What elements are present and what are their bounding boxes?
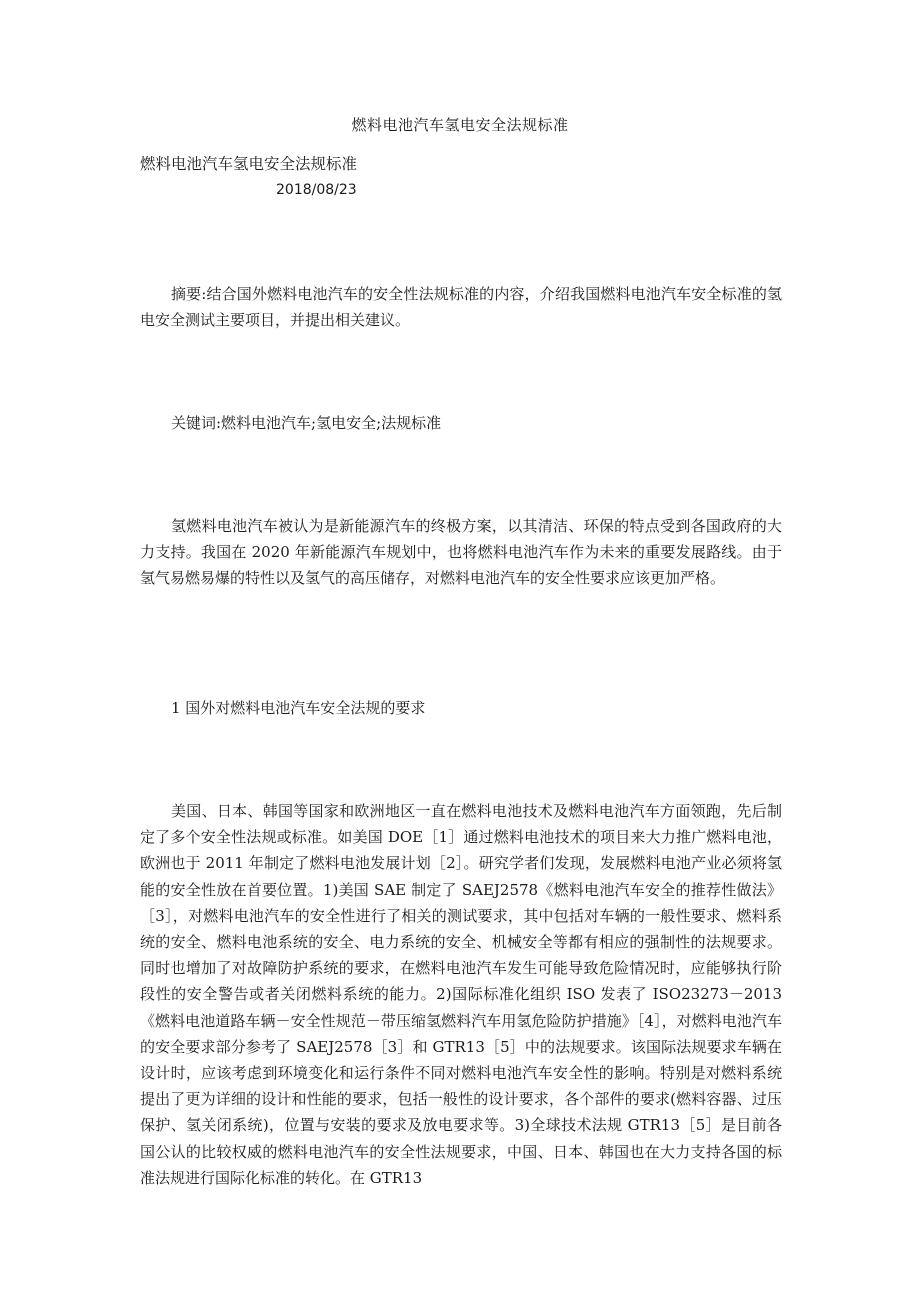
intro-paragraph: 氢燃料电池汽车被认为是新能源汽车的终极方案，以其清洁、环保的特点受到各国政府的大力支持。我国在 2020 年新能源汽车规划中，也将燃料电池汽车作为未来的重要发展路线。由于氢气易燃易爆的特性以及氢气的高压储存，对燃料电池汽车的安全性要求应该更加严格。 xyxy=(140,517,782,588)
abstract-paragraph: 摘要:结合国外燃料电池汽车的安全性法规标准的内容，介绍我国燃料电池汽车安全标准的氢电安全测试主要项目，并提出相关建议。 xyxy=(140,285,782,330)
section-1-body: 美国、日本、韩国等国家和欧洲地区一直在燃料电池技术及燃料电池汽车方面领跑，先后制定了多个安全性法规或标准。如美国 DOE［1］通过燃料电池技术的项目来大力推广燃料电池，欧洲也于 2011 年制定了燃料电池发展计划［2］。研究学者们发现，发展燃料电池产业必须将氢能的安全性放在首要位置。1)美国 SAE 制定了 SAEJ2578《燃料电池汽车安全的推荐性做法》［3］，对燃料电池汽车的安全性进行了相关的测试要求，其中包括对车辆的一般性要求、燃料系统的安全、燃料电池系统的安全、电力系统的安全、机械安全等都有相应的强制性的法规要求。同时也增加了对故障防护系统的要求，在燃料电池汽车发生可能导致危险情况时，应能够执行阶段性的安全警告或者关闭燃料系统的能力。2)国际标准化组织 ISO 发表了 ISO23273－2013《燃料电池道路车辆－安全性规范－带压缩氢燃料汽车用氢危险防护措施》［4］，对燃料电池汽车的安全要求部分参考了 SAEJ2578［3］和 GTR13［5］中的法规要求。该国际法规要求车辆在设计时，应该考虑到环境变化和运行条件不同对燃料电池汽车安全性的影响。特别是对燃料系统提出了更为详细的设计和性能的要求，包括一般性的设计要求，各个部件的要求(燃料容器、过压保护、氢关闭系统)，位置与安装的要求及放电要求等。3)全球技术法规 GTR13［5］是目前各国公认的比较权威的燃料电池汽车的安全性法规要求，中国、日本、韩国也在大力支持各国的标准法规进行国际化标准的转化。在 GTR13 xyxy=(140,802,782,1187)
document-date: 2018/08/23 xyxy=(276,182,357,198)
section-1-heading: 1 国外对燃料电池汽车安全法规的要求 xyxy=(171,699,426,717)
page-title: 燃料电池汽车氢电安全法规标准 xyxy=(351,116,569,134)
keywords-paragraph: 关键词:燃料电池汽车;氢电安全;法规标准 xyxy=(171,414,442,432)
document-heading: 燃料电池汽车氢电安全法规标准 xyxy=(140,155,358,173)
